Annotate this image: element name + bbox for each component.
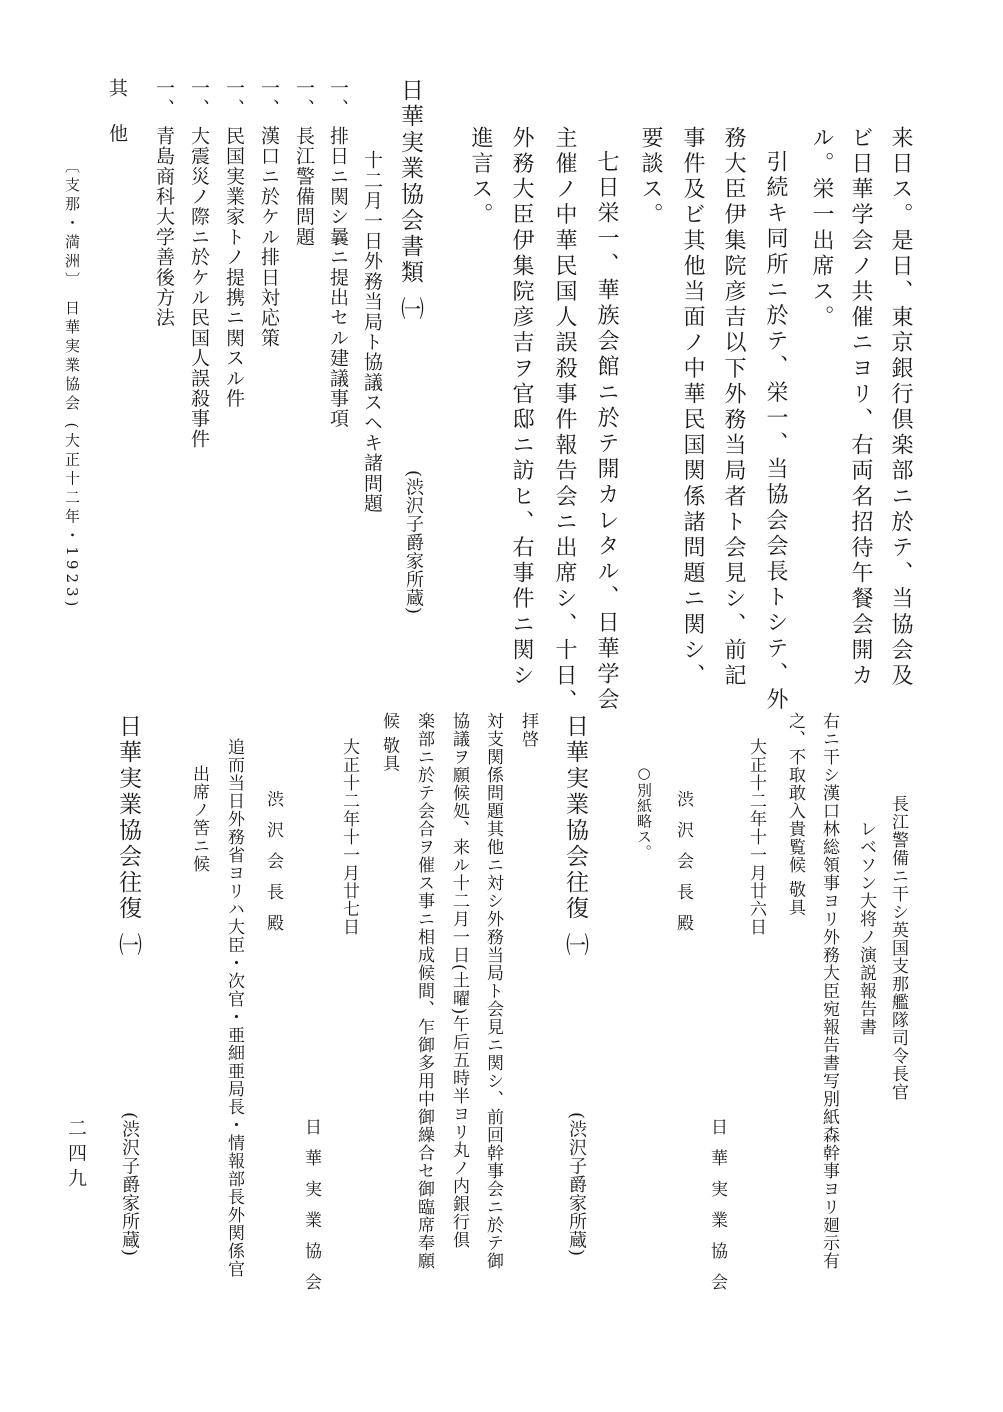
narrative-line: 要談ス。: [638, 126, 663, 229]
item-line: 一、 民国実業家トノ提携ニ関スル件: [223, 78, 245, 409]
document-title: 日華実業協会往復 ㈠: [115, 714, 141, 959]
narrative-line: 進言ス。: [468, 126, 493, 229]
item-line: 一、 大震災ノ際ニ於ケル民国人誤殺事件: [188, 78, 210, 449]
document-title: 日華実業協会往復 ㈠: [562, 714, 588, 959]
letter-line: 楽部ニ於テ会合ヲ催ス事ニ相成候間、乍御多用中御繰合セ御臨席奉願: [414, 712, 434, 1270]
sender-name: 日華実業協会: [301, 1118, 321, 1304]
page-number: 二四九: [65, 1118, 87, 1193]
letter-greeting: 拝啓: [518, 712, 538, 748]
document-title: 日華実業協会書類 ㈠: [397, 78, 423, 323]
narrative-line: 七日栄一、華族会館ニ於テ開カレタル、日華学会: [594, 150, 619, 714]
postscript-line: 出席ノ筈ニ候: [189, 765, 209, 873]
report-title-line: レベソン大将ノ演説報告書: [856, 820, 876, 1036]
item-line: 一、 排日ニ関シ曩ニ提出セル建議事項: [327, 78, 349, 429]
addressee: 渋沢会長殿: [263, 790, 283, 945]
letter-line: 候 敬具: [379, 712, 399, 773]
narrative-line: 外務大臣伊集院彦吉ヲ官邸ニ訪ヒ、右事件ニ関シ: [509, 126, 534, 690]
subheading: 十二月一日外務当局ト協議スヘキ諸問題: [361, 150, 383, 514]
document-source: (渋沢子爵家所蔵): [403, 470, 424, 615]
addressee: 渋沢会長殿: [673, 790, 693, 945]
narrative-line: 務大臣伊集院彦吉以下外務当局者ト会見シ、前記: [721, 126, 746, 690]
narrative-line: 事件及ビ其他当面ノ中華民国関係諸問題ニ関シ、: [680, 126, 705, 690]
narrative-line: 来日ス。是日、東京銀行倶楽部ニ於テ、当協会及: [888, 126, 913, 690]
item-line: 一、 青島商科大学善後方法: [153, 78, 175, 328]
item-line: 一、 漢口ニ於ケル排日対応策: [258, 78, 280, 348]
narrative-line: 主催ノ中華民国人誤殺事件報告会ニ出席シ、十日、: [552, 126, 577, 715]
letter-line: 之、不取敢入貴覧候 敬具: [785, 712, 805, 917]
letter-date: 大正十二年十一月廿七日: [339, 738, 359, 936]
letter-date: 大正十二年十一月廿六日: [746, 738, 766, 936]
letter-line: 右ニ干シ漢口林総領事ヨリ外務大臣宛報告書写別紙森幹事ヨリ廻示有: [819, 712, 839, 1270]
item-line: 一、 長江警備問題: [293, 78, 315, 247]
narrative-line: ビ日華学会ノ共催ニヨリ、右両名招待午餐会開カ: [848, 126, 873, 690]
letter-line: 対支関係問題其他ニ対シ外務当局ト会見ニ関シ、前回幹事会ニ於テ御: [483, 712, 503, 1270]
postscript-line: 追而当日外務省ヨリハ大臣・次官・亜細亜局長・情報部長外関係官: [224, 738, 244, 1278]
document-source: (渋沢子爵家所蔵): [119, 1112, 140, 1257]
sender-name: 日華実業協会: [707, 1118, 727, 1304]
narrative-line: 引続キ同所ニ於テ、栄一、当協会会長トシテ、外: [763, 150, 788, 714]
enclosure-note: ○別紙略ス。: [635, 764, 653, 860]
report-title-line: 長江警備ニ干シ英国支那艦隊司令長官: [888, 795, 908, 1101]
narrative-line: ル。栄一出席ス。: [809, 126, 834, 331]
running-footer: 〔支那・満洲〕 日華実業協会 (大正十二年・1923): [63, 158, 81, 611]
letter-line: 協議ヲ願候処、来ル十二月一日(土曜)午后五時半ヨリ丸ノ内銀行倶: [449, 712, 469, 1250]
document-source: (渋沢子爵家所蔵): [566, 1112, 587, 1257]
item-line: 其 他: [106, 78, 128, 153]
